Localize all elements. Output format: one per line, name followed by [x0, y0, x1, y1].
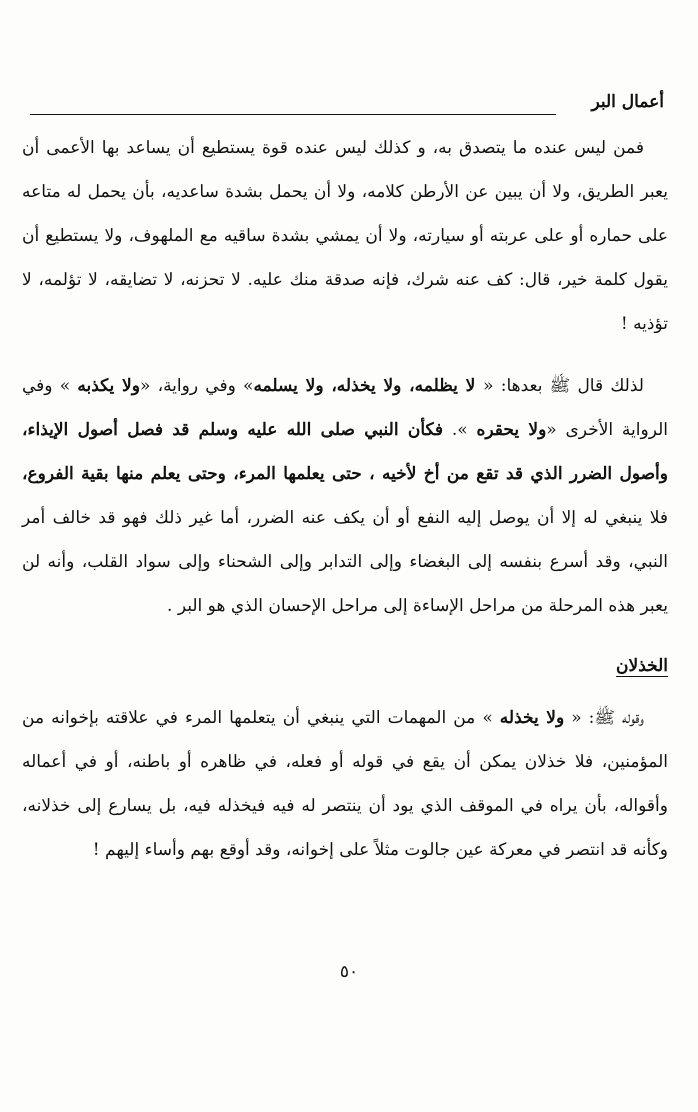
section-heading: الخذلان [616, 656, 668, 676]
forsaking-quote: ولا يخذله [499, 708, 565, 728]
hadith-quote-main: لا يظلمه، ولا يخذله، ولا يسلمه [253, 376, 484, 396]
running-header [30, 90, 664, 124]
body-text [22, 126, 668, 872]
forsaking-intro: وقوله ﷺ: « [564, 708, 644, 728]
paragraph-charity-text: فمن ليس عنده ما يتصدق به، و كذلك ليس عنده قوة يستطيع أن يساعد بها الأعمى أن يعبر الطريق، ولا أن يبين عن الأرطن كلامه، ولا أن يحمل بشدة ساعديه، بأن يحمل له متاعه على حماره أو على عربته أو سيارته، ولا أن يمشي بشدة ساقيه مع الملهوف، ولا يستطيع أن يقول كلمة خير، قال: كف عنه شرك، فإنه صدقة منك عليه. لا تحزنه، لا تضايقه، لا تؤلمه، لا تؤذيه ! [22, 138, 668, 334]
paragraph-charity [22, 126, 668, 346]
hadith-quote-despise: ولا يحقره [476, 420, 547, 440]
paragraph-hadith [22, 364, 668, 628]
hadith-intro: لذلك قال ﷺ بعدها: « [483, 376, 644, 396]
hadith-close: ». [443, 420, 477, 440]
hadith-quote-lie: ولا يكذبه [77, 376, 140, 396]
hadith-other-narration: » وفي الرواية الأخرى « [22, 376, 668, 440]
page-number: ٥٠ [339, 962, 359, 982]
header-rule [30, 114, 556, 115]
forsaking-text: » من المهمات التي ينبغي أن يتعلمها المرء في علاقته بإخوانه من المؤمنين، فلا خذلان يمكن أن يقع في قوله أو فعله، في ظاهره أو باطنه، أو في أعماله وأقواله، بأن يراه في الموقف الذي يود أن ينتصر له فيه فيخذله فيه، بل يسارع إلى خذلانه، وكأنه قد انتصر في معركة عين جالوت مثلاً على إخوانه، وقد أوقع بهم وأساء إليهم ! [22, 708, 668, 860]
paragraph-hadith-rest: فلا ينبغي له إلا أن يوصل إليه النفع أو أن يكف عنه الضرر، أما غير ذلك فهو قد خالف أمر النبي، وقد أسرع بنفسه إلى البغضاء وإلى التدابر وإلى الشحناء وإلى سواد القلب، وأنه لن يعبر هذه المرحلة من مراحل الإساءة إلى مراحل الإحسان الذي هو البر . [22, 508, 668, 616]
paragraph-forsaking [22, 696, 668, 872]
running-title: أعمال البر [591, 92, 664, 112]
hadith-narration-link: » وفي رواية، « [139, 376, 254, 396]
emphasis-principles: فكأن النبي صلى الله عليه وسلم قد فصل أصول الإيذاء، وأصول الضرر الذي قد تقع من أخ لأخيه ، حتى يعلمها المرء، وحتى يعلم منها بقية الفروع، [22, 420, 668, 484]
